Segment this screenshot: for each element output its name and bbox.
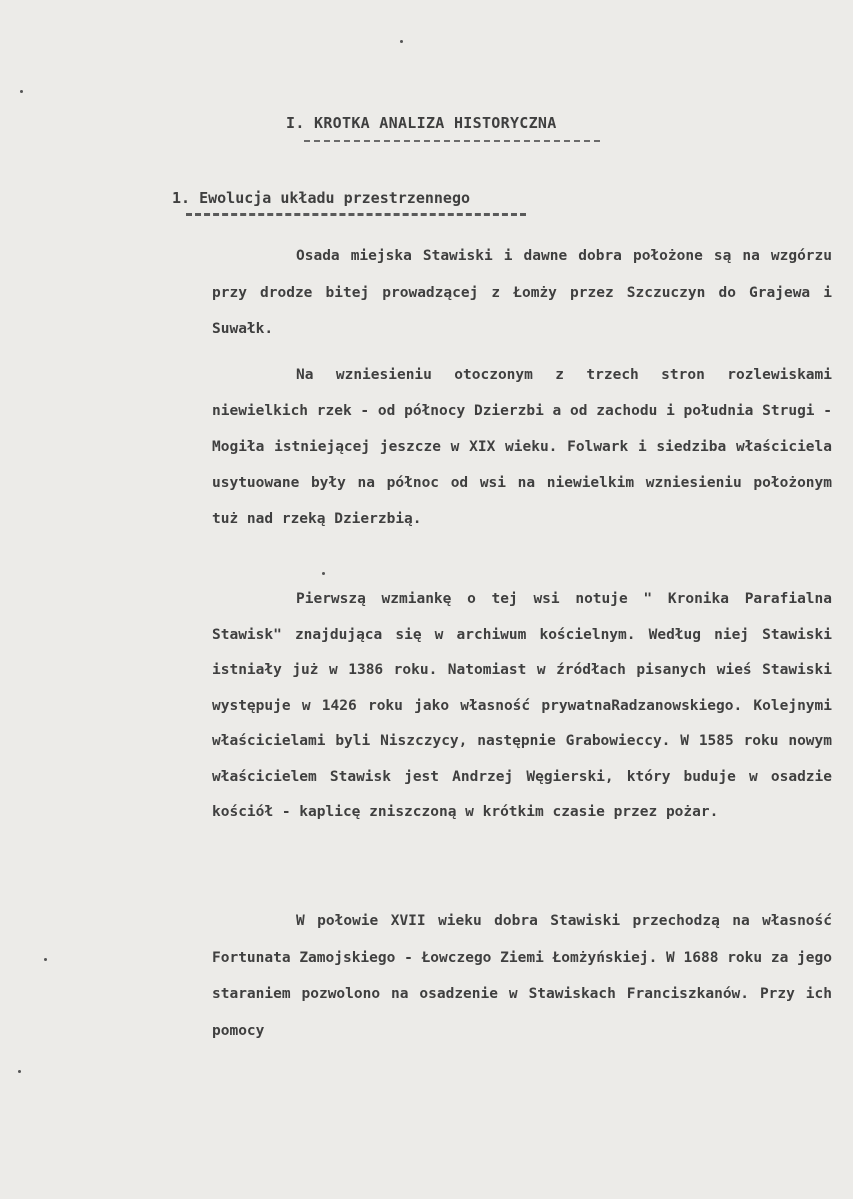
paper-speck	[18, 1070, 21, 1073]
paper-speck	[400, 40, 403, 43]
paragraph: Na wzniesieniu otoczonym z trzech stron rozlewiskami niewielkich rzek - od północy Dzierzbi a od zachodu i południa Strugi - Mogiła istniejącej jeszcze w XIX wieku. Folwark i siedziba właściciela usytuowane były na północ od wsi na niewielkim wzniesieniu położonym tuż nad rzeką Dzierzbią.	[212, 367, 832, 527]
paper-speck	[20, 90, 23, 93]
section-underline	[186, 213, 526, 216]
title-underline	[304, 140, 600, 142]
document-title: I. KROTKA ANALIZA HISTORYCZNA	[286, 114, 557, 132]
section-heading: 1. Ewolucja układu przestrzennego	[172, 189, 471, 207]
paragraph: Osada miejska Stawiski i dawne dobra położone są na wzgórzu przy drodze bitej prowadzącej z Łomży przez Szczuczyn do Grajewa i Suwałk.	[212, 248, 832, 337]
paper-speck	[322, 572, 325, 575]
paragraph: W połowie XVII wieku dobra Stawiski przechodzą na własność Fortunata Zamojskiego - Łowczego Ziemi Łomżyńskiej. W 1688 roku za jego staraniem pozwolono na osadzenie w Stawiskach Franciszkanów. Przy ich pomocy	[212, 913, 832, 1039]
paragraph: Pierwszą wzmiankę o tej wsi notuje " Kronika Parafialna Stawisk" znajdująca się w archiwum kościelnym. Według niej Stawiski istniały już w 1386 roku. Natomiast w źródłach pisanych wieś Stawiski występuje w 1426 roku jako własność prywatnaRadzanowskiego. Kolejnymi właścicielami byli Niszczycy, następnie Grabowieccy. W 1585 roku nowym właścicielem Stawisk jest Andrzej Węgierski, który buduje w osadzie kościół - kaplicę zniszczoną w krótkim czasie przez pożar.	[212, 591, 832, 820]
paper-speck	[44, 958, 47, 961]
